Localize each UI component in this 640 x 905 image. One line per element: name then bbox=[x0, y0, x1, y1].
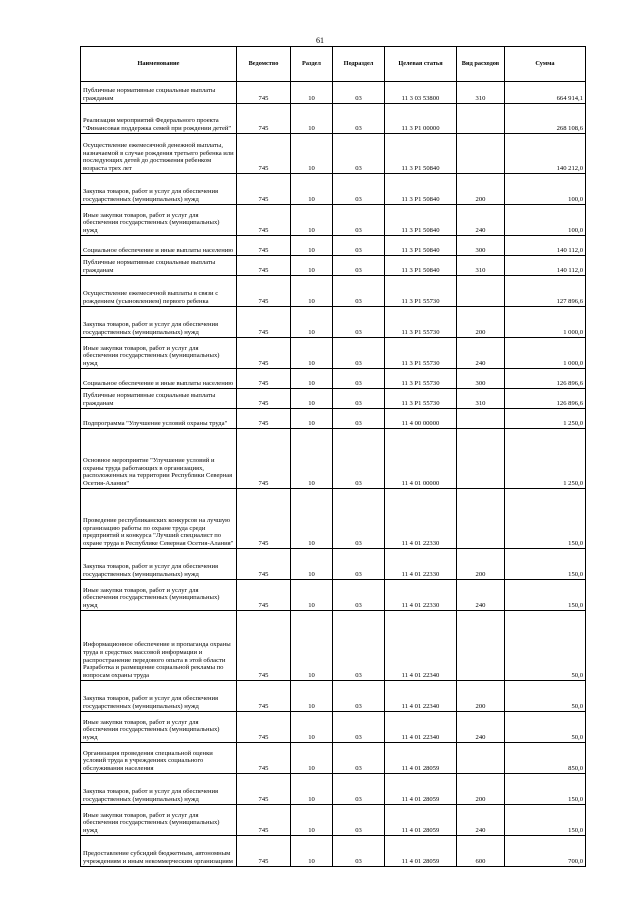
row-name: Публичные нормативные социальные выплаты гражданам bbox=[81, 256, 237, 276]
row-name: Иные закупки товаров, работ и услуг для обеспечения государственных (муниципальных) нужд bbox=[81, 580, 237, 611]
row-target-article: 11 4 01 22330 bbox=[385, 489, 457, 549]
row-section: 10 bbox=[291, 174, 333, 205]
row-target-article: 11 4 01 00000 bbox=[385, 429, 457, 489]
row-ministry: 745 bbox=[237, 236, 291, 256]
row-ministry: 745 bbox=[237, 338, 291, 369]
row-subsection: 03 bbox=[333, 774, 385, 805]
row-amount: 150,0 bbox=[505, 580, 586, 611]
row-amount: 127 896,6 bbox=[505, 276, 586, 307]
row-target-article: 11 3 Р1 50840 bbox=[385, 256, 457, 276]
row-target-article: 11 4 01 22340 bbox=[385, 712, 457, 743]
row-name: Иные закупки товаров, работ и услуг для обеспечения государственных (муниципальных) нужд bbox=[81, 205, 237, 236]
row-subsection: 03 bbox=[333, 369, 385, 389]
row-ministry: 745 bbox=[237, 256, 291, 276]
row-section: 10 bbox=[291, 256, 333, 276]
row-section: 10 bbox=[291, 429, 333, 489]
header-name: Наименование bbox=[81, 47, 237, 82]
row-amount: 1 250,0 bbox=[505, 429, 586, 489]
row-subsection: 03 bbox=[333, 409, 385, 429]
row-section: 10 bbox=[291, 611, 333, 681]
row-target-article: 11 4 01 28059 bbox=[385, 743, 457, 774]
row-section: 10 bbox=[291, 774, 333, 805]
header-expense-type: Вид расходов bbox=[457, 47, 505, 82]
row-expense-type: 200 bbox=[457, 174, 505, 205]
row-section: 10 bbox=[291, 805, 333, 836]
row-expense-type: 310 bbox=[457, 82, 505, 104]
table-row bbox=[81, 805, 586, 836]
row-ministry: 745 bbox=[237, 409, 291, 429]
row-section: 10 bbox=[291, 389, 333, 409]
row-expense-type: 240 bbox=[457, 205, 505, 236]
table-body bbox=[81, 82, 586, 867]
row-amount: 850,0 bbox=[505, 743, 586, 774]
row-ministry: 745 bbox=[237, 580, 291, 611]
row-subsection: 03 bbox=[333, 681, 385, 712]
row-amount: 150,0 bbox=[505, 549, 586, 580]
row-target-article: 11 3 03 53800 bbox=[385, 82, 457, 104]
row-subsection: 03 bbox=[333, 805, 385, 836]
row-name: Закупка товаров, работ и услуг для обеспечения государственных (муниципальных) нужд bbox=[81, 774, 237, 805]
row-target-article: 11 4 01 28059 bbox=[385, 805, 457, 836]
row-subsection: 03 bbox=[333, 307, 385, 338]
row-section: 10 bbox=[291, 236, 333, 256]
row-ministry: 745 bbox=[237, 174, 291, 205]
row-expense-type: 240 bbox=[457, 580, 505, 611]
table-row bbox=[81, 580, 586, 611]
table-row bbox=[81, 174, 586, 205]
table-row bbox=[81, 369, 586, 389]
row-expense-type bbox=[457, 134, 505, 174]
row-section: 10 bbox=[291, 549, 333, 580]
row-amount: 268 108,6 bbox=[505, 104, 586, 134]
row-expense-type: 600 bbox=[457, 836, 505, 867]
table-row bbox=[81, 236, 586, 256]
row-section: 10 bbox=[291, 104, 333, 134]
row-expense-type: 300 bbox=[457, 236, 505, 256]
row-name: Социальное обеспечение и иные выплаты населению bbox=[81, 369, 237, 389]
row-amount: 700,0 bbox=[505, 836, 586, 867]
row-name: Предоставление субсидий бюджетным, автономным учреждениям и иным некоммерческим организациям bbox=[81, 836, 237, 867]
row-subsection: 03 bbox=[333, 205, 385, 236]
header-ministry: Ведомство bbox=[237, 47, 291, 82]
row-subsection: 03 bbox=[333, 174, 385, 205]
row-section: 10 bbox=[291, 580, 333, 611]
row-section: 10 bbox=[291, 836, 333, 867]
row-name: Организация проведения специальной оценки условий труда в учреждениях социального обслуживания населения bbox=[81, 743, 237, 774]
row-target-article: 11 4 01 22330 bbox=[385, 549, 457, 580]
table-row bbox=[81, 205, 586, 236]
row-name: Социальное обеспечение и иные выплаты населению bbox=[81, 236, 237, 256]
row-name: Осуществление ежемесячной выплаты в связи с рождением (усыновлением) первого ребенка bbox=[81, 276, 237, 307]
row-name: Закупка товаров, работ и услуг для обеспечения государственных (муниципальных) нужд bbox=[81, 174, 237, 205]
row-ministry: 745 bbox=[237, 389, 291, 409]
header-amount: Сумма bbox=[505, 47, 586, 82]
row-subsection: 03 bbox=[333, 389, 385, 409]
row-target-article: 11 4 01 22330 bbox=[385, 580, 457, 611]
header-section: Раздел bbox=[291, 47, 333, 82]
row-section: 10 bbox=[291, 307, 333, 338]
row-amount: 1 250,0 bbox=[505, 409, 586, 429]
row-subsection: 03 bbox=[333, 549, 385, 580]
table-row bbox=[81, 409, 586, 429]
table-row bbox=[81, 104, 586, 134]
row-expense-type: 300 bbox=[457, 369, 505, 389]
row-subsection: 03 bbox=[333, 429, 385, 489]
header-target-article: Целевая статья bbox=[385, 47, 457, 82]
table-row bbox=[81, 743, 586, 774]
table-row bbox=[81, 489, 586, 549]
budget-table bbox=[80, 46, 586, 867]
row-subsection: 03 bbox=[333, 836, 385, 867]
row-section: 10 bbox=[291, 712, 333, 743]
row-expense-type: 310 bbox=[457, 256, 505, 276]
table-row bbox=[81, 611, 586, 681]
row-name: Иные закупки товаров, работ и услуг для обеспечения государственных (муниципальных) нужд bbox=[81, 805, 237, 836]
row-amount: 1 000,0 bbox=[505, 307, 586, 338]
row-expense-type: 240 bbox=[457, 712, 505, 743]
row-amount: 140 212,0 bbox=[505, 134, 586, 174]
row-section: 10 bbox=[291, 276, 333, 307]
row-expense-type: 310 bbox=[457, 389, 505, 409]
row-amount: 100,0 bbox=[505, 174, 586, 205]
table-row bbox=[81, 256, 586, 276]
row-ministry: 745 bbox=[237, 712, 291, 743]
row-expense-type: 200 bbox=[457, 681, 505, 712]
table-row bbox=[81, 774, 586, 805]
row-amount: 140 112,0 bbox=[505, 236, 586, 256]
row-ministry: 745 bbox=[237, 369, 291, 389]
row-expense-type bbox=[457, 104, 505, 134]
row-target-article: 11 3 Р1 55730 bbox=[385, 307, 457, 338]
row-section: 10 bbox=[291, 82, 333, 104]
row-ministry: 745 bbox=[237, 307, 291, 338]
row-target-article: 11 3 Р1 50840 bbox=[385, 134, 457, 174]
row-name: Закупка товаров, работ и услуг для обеспечения государственных (муниципальных) нужд bbox=[81, 307, 237, 338]
row-expense-type bbox=[457, 409, 505, 429]
row-subsection: 03 bbox=[333, 489, 385, 549]
table-row bbox=[81, 276, 586, 307]
row-section: 10 bbox=[291, 369, 333, 389]
row-subsection: 03 bbox=[333, 256, 385, 276]
row-subsection: 03 bbox=[333, 276, 385, 307]
row-expense-type bbox=[457, 276, 505, 307]
row-expense-type bbox=[457, 611, 505, 681]
row-expense-type bbox=[457, 429, 505, 489]
row-subsection: 03 bbox=[333, 611, 385, 681]
row-name: Реализация мероприятий Федерального проекта "Финансовая поддержка семей при рождении детей" bbox=[81, 104, 237, 134]
row-subsection: 03 bbox=[333, 743, 385, 774]
row-ministry: 745 bbox=[237, 134, 291, 174]
row-section: 10 bbox=[291, 743, 333, 774]
row-ministry: 745 bbox=[237, 611, 291, 681]
row-target-article: 11 3 Р1 50840 bbox=[385, 236, 457, 256]
table-row bbox=[81, 549, 586, 580]
row-section: 10 bbox=[291, 134, 333, 174]
row-amount: 50,0 bbox=[505, 681, 586, 712]
table-row bbox=[81, 82, 586, 104]
row-name: Закупка товаров, работ и услуг для обеспечения государственных (муниципальных) нужд bbox=[81, 681, 237, 712]
row-ministry: 745 bbox=[237, 681, 291, 712]
row-amount: 126 896,6 bbox=[505, 369, 586, 389]
row-target-article: 11 3 Р1 50840 bbox=[385, 174, 457, 205]
row-expense-type: 200 bbox=[457, 307, 505, 338]
row-name: Информационное обеспечение и пропаганда охраны труда в средствах массовой информации и распространение передового опыта в этой области Разработка и размещение социальной рекламы по вопросам охраны труда bbox=[81, 611, 237, 681]
row-name: Иные закупки товаров, работ и услуг для обеспечения государственных (муниципальных) нужд bbox=[81, 712, 237, 743]
row-section: 10 bbox=[291, 338, 333, 369]
row-name: Проведение республиканских конкурсов на лучшую организацию работы по охране труда среди предприятий и конкурса "Лучший специалист по охране труда в Республике Северная Осетия-Алания" bbox=[81, 489, 237, 549]
row-amount: 140 112,0 bbox=[505, 256, 586, 276]
table-row bbox=[81, 429, 586, 489]
row-amount: 50,0 bbox=[505, 712, 586, 743]
row-amount: 150,0 bbox=[505, 489, 586, 549]
row-target-article: 11 4 01 28059 bbox=[385, 836, 457, 867]
row-subsection: 03 bbox=[333, 580, 385, 611]
table-row bbox=[81, 134, 586, 174]
row-amount: 664 914,1 bbox=[505, 82, 586, 104]
row-name: Закупка товаров, работ и услуг для обеспечения государственных (муниципальных) нужд bbox=[81, 549, 237, 580]
row-expense-type bbox=[457, 489, 505, 549]
row-name: Иные закупки товаров, работ и услуг для обеспечения государственных (муниципальных) нужд bbox=[81, 338, 237, 369]
row-expense-type: 240 bbox=[457, 338, 505, 369]
row-name: Осуществление ежемесячной денежной выплаты, назначаемой в случае рождения третьего ребенка или последующих детей до достижения ребенком возраста трех лет bbox=[81, 134, 237, 174]
row-target-article: 11 4 00 00000 bbox=[385, 409, 457, 429]
row-amount: 150,0 bbox=[505, 805, 586, 836]
row-section: 10 bbox=[291, 205, 333, 236]
row-expense-type bbox=[457, 743, 505, 774]
table-row bbox=[81, 712, 586, 743]
table-row bbox=[81, 338, 586, 369]
row-ministry: 745 bbox=[237, 429, 291, 489]
table-header-row bbox=[81, 47, 586, 82]
row-ministry: 745 bbox=[237, 276, 291, 307]
row-ministry: 745 bbox=[237, 774, 291, 805]
row-target-article: 11 4 01 22340 bbox=[385, 681, 457, 712]
row-target-article: 11 4 01 22340 bbox=[385, 611, 457, 681]
row-name: Публичные нормативные социальные выплаты гражданам bbox=[81, 82, 237, 104]
row-name: Подпрограмма "Улучшение условий охраны труда" bbox=[81, 409, 237, 429]
row-target-article: 11 3 Р1 55730 bbox=[385, 276, 457, 307]
row-section: 10 bbox=[291, 681, 333, 712]
page-number: 61 bbox=[316, 36, 324, 45]
table-row bbox=[81, 836, 586, 867]
row-section: 10 bbox=[291, 489, 333, 549]
row-name: Публичные нормативные социальные выплаты гражданам bbox=[81, 389, 237, 409]
row-ministry: 745 bbox=[237, 805, 291, 836]
table-row bbox=[81, 307, 586, 338]
row-name: Основное мероприятие "Улучшение условий и охраны труда работающих в организациях, расположенных на территории Республики Северная Осетия-Алания" bbox=[81, 429, 237, 489]
table-row bbox=[81, 681, 586, 712]
row-ministry: 745 bbox=[237, 104, 291, 134]
row-amount: 126 896,6 bbox=[505, 389, 586, 409]
row-ministry: 745 bbox=[237, 489, 291, 549]
row-subsection: 03 bbox=[333, 338, 385, 369]
row-expense-type: 240 bbox=[457, 805, 505, 836]
row-ministry: 745 bbox=[237, 82, 291, 104]
row-target-article: 11 3 Р1 50840 bbox=[385, 205, 457, 236]
row-target-article: 11 3 Р1 55730 bbox=[385, 389, 457, 409]
row-subsection: 03 bbox=[333, 236, 385, 256]
row-section: 10 bbox=[291, 409, 333, 429]
row-target-article: 11 3 Р1 00000 bbox=[385, 104, 457, 134]
row-amount: 1 000,0 bbox=[505, 338, 586, 369]
row-target-article: 11 3 Р1 55730 bbox=[385, 338, 457, 369]
row-subsection: 03 bbox=[333, 104, 385, 134]
row-amount: 150,0 bbox=[505, 774, 586, 805]
header-subsection: Подраздел bbox=[333, 47, 385, 82]
row-amount: 100,0 bbox=[505, 205, 586, 236]
row-target-article: 11 3 Р1 55730 bbox=[385, 369, 457, 389]
row-expense-type: 200 bbox=[457, 774, 505, 805]
row-ministry: 745 bbox=[237, 836, 291, 867]
row-ministry: 745 bbox=[237, 205, 291, 236]
row-amount: 50,0 bbox=[505, 611, 586, 681]
row-ministry: 745 bbox=[237, 549, 291, 580]
row-subsection: 03 bbox=[333, 712, 385, 743]
table-row bbox=[81, 389, 586, 409]
row-target-article: 11 4 01 28059 bbox=[385, 774, 457, 805]
row-expense-type: 200 bbox=[457, 549, 505, 580]
row-subsection: 03 bbox=[333, 82, 385, 104]
row-subsection: 03 bbox=[333, 134, 385, 174]
row-ministry: 745 bbox=[237, 743, 291, 774]
